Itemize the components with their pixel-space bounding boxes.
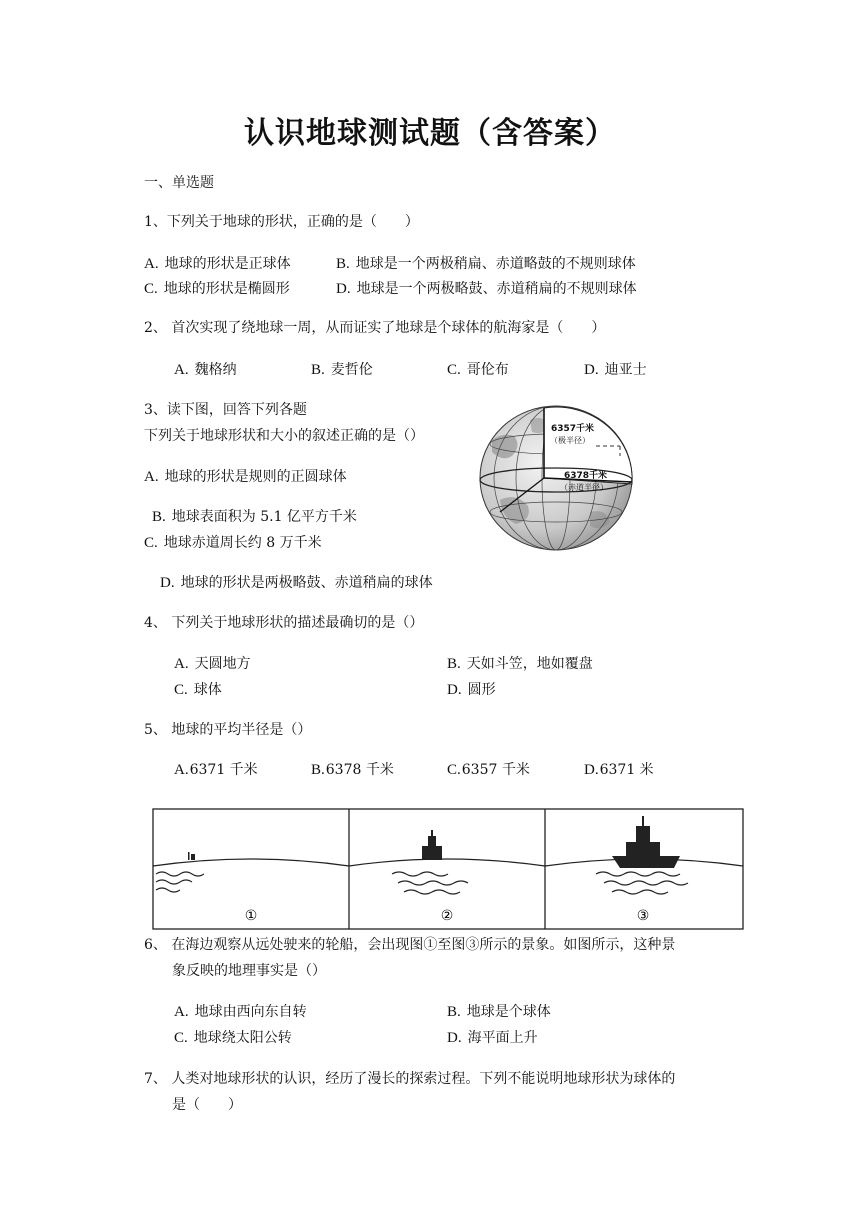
option-text: 6371 米 [599,762,654,778]
option-text: 6371 千米 [189,762,258,778]
option-label: B. [152,509,166,525]
question-4-option-a[interactable] [174,654,251,674]
option-text: 6378 千米 [325,762,394,778]
option-label: B. [447,1004,461,1020]
question-1-option-d[interactable] [336,279,637,299]
option-text: 地球绕太阳公转 [193,1030,292,1046]
option-text: 天圆地方 [194,656,251,672]
option-text: 迪亚士 [604,362,647,378]
question-3-option-c[interactable] [144,533,322,553]
option-text: 球体 [193,682,222,698]
option-text: 地球的形状是规则的正圆球体 [164,469,347,485]
polar-radius-caption: （极半径） [550,436,590,445]
question-7-stem-line-2: 是（ ） [172,1097,242,1113]
option-text: 哥伦布 [466,362,509,378]
option-label: A. [174,656,189,672]
panel-label-1: ① [244,908,258,924]
question-6-option-a[interactable] [174,1002,307,1022]
option-label: D. [584,762,599,778]
question-5-option-b[interactable] [311,760,394,780]
option-text: 地球是一个两极略鼓、赤道稍扁的不规则球体 [356,281,637,297]
question-3-option-d[interactable] [160,573,433,593]
option-text: 地球由西向东自转 [194,1004,307,1020]
option-text: 地球是一个两极稍扁、赤道略鼓的不规则球体 [355,256,636,272]
option-text: 魏格纳 [194,362,237,378]
question-6-option-b[interactable] [447,1002,551,1022]
option-label: C. [447,362,461,378]
option-label: A. [144,469,159,485]
section-heading: 一、单选题 [144,175,214,191]
option-text: 地球表面积为 5.1 亿平方千米 [171,509,357,525]
option-text: 圆形 [467,682,496,698]
option-label: D. [584,362,599,378]
question-1-option-b[interactable] [336,254,636,274]
option-label: C. [174,1030,188,1046]
question-4-option-c[interactable] [174,680,222,700]
equatorial-radius-caption: （赤道半径） [560,483,608,492]
option-text: 6357 千米 [461,762,530,778]
option-label: A. [174,762,189,778]
option-label: C. [447,762,461,778]
option-text: 麦哲伦 [330,362,373,378]
option-label: D. [160,575,175,591]
question-6-option-d[interactable] [447,1028,538,1048]
option-label: C. [174,682,188,698]
question-3-option-a[interactable] [144,467,347,487]
option-text: 地球的形状是椭圆形 [163,281,290,297]
panel-label-3: ③ [636,908,650,924]
question-5-option-c[interactable] [447,760,530,780]
option-label: D. [336,281,351,297]
option-text: 地球的形状是正球体 [164,256,291,272]
question-5-stem: 5、 地球的平均半径是（） [144,722,312,738]
question-6-stem-line-1: 6、 在海边观察从远处驶来的轮船，会出现图①至图③所示的景象。如图所示，这种景 [144,937,676,953]
option-label: B. [311,362,325,378]
ship-approach-figure [152,808,744,930]
option-text: 海平面上升 [467,1030,538,1046]
question-5-option-a[interactable] [174,760,258,780]
option-label: A. [174,1004,189,1020]
question-2-stem: 2、 首次实现了绕地球一周，从而证实了地球是个球体的航海家是（ ） [144,320,606,336]
option-label: B. [311,762,325,778]
question-6-stem-line-2: 象反映的地理事实是（） [172,963,326,979]
option-label: B. [336,256,350,272]
option-text: 地球的形状是两极略鼓、赤道稍扁的球体 [180,575,433,591]
question-6-option-c[interactable] [174,1028,292,1048]
question-1-option-c[interactable] [144,279,290,299]
option-label: A. [174,362,189,378]
question-3-sub-stem: 下列关于地球形状和大小的叙述正确的是（） [144,428,424,444]
question-4-stem: 4、 下列关于地球形状的描述最确切的是（） [144,615,424,631]
option-text: 天如斗笠，地如覆盘 [466,656,593,672]
question-7-stem-line-1: 7、 人类对地球形状的认识，经历了漫长的探索过程。下列不能说明地球形状为球体的 [144,1071,676,1087]
option-label: A. [144,256,159,272]
option-label: D. [447,682,462,698]
question-4-option-b[interactable] [447,654,593,674]
panel-label-2: ② [440,908,454,924]
question-3-option-b[interactable] [152,507,357,527]
question-2-option-c[interactable] [447,360,509,380]
globe-figure [470,400,650,560]
question-2-option-a[interactable] [174,360,237,380]
question-2-option-d[interactable] [584,360,647,380]
question-2-option-b[interactable] [311,360,373,380]
option-label: D. [447,1030,462,1046]
equatorial-radius-value: 6378千米 [564,471,608,481]
option-label: C. [144,281,158,297]
question-3-stem: 3、读下图，回答下列各题 [144,402,307,418]
question-5-option-d[interactable] [584,760,654,780]
option-label: B. [447,656,461,672]
option-text: 地球是个球体 [466,1004,551,1020]
option-label: C. [144,535,158,551]
question-1-stem: 1、下列关于地球的形状，正确的是（ ） [144,214,419,230]
page-title: 认识地球测试题（含答案） [244,116,616,151]
question-1-option-a[interactable] [144,254,291,274]
option-text: 地球赤道周长约 8 万千米 [163,535,322,551]
question-4-option-d[interactable] [447,680,496,700]
polar-radius-value: 6357千米 [551,424,595,434]
